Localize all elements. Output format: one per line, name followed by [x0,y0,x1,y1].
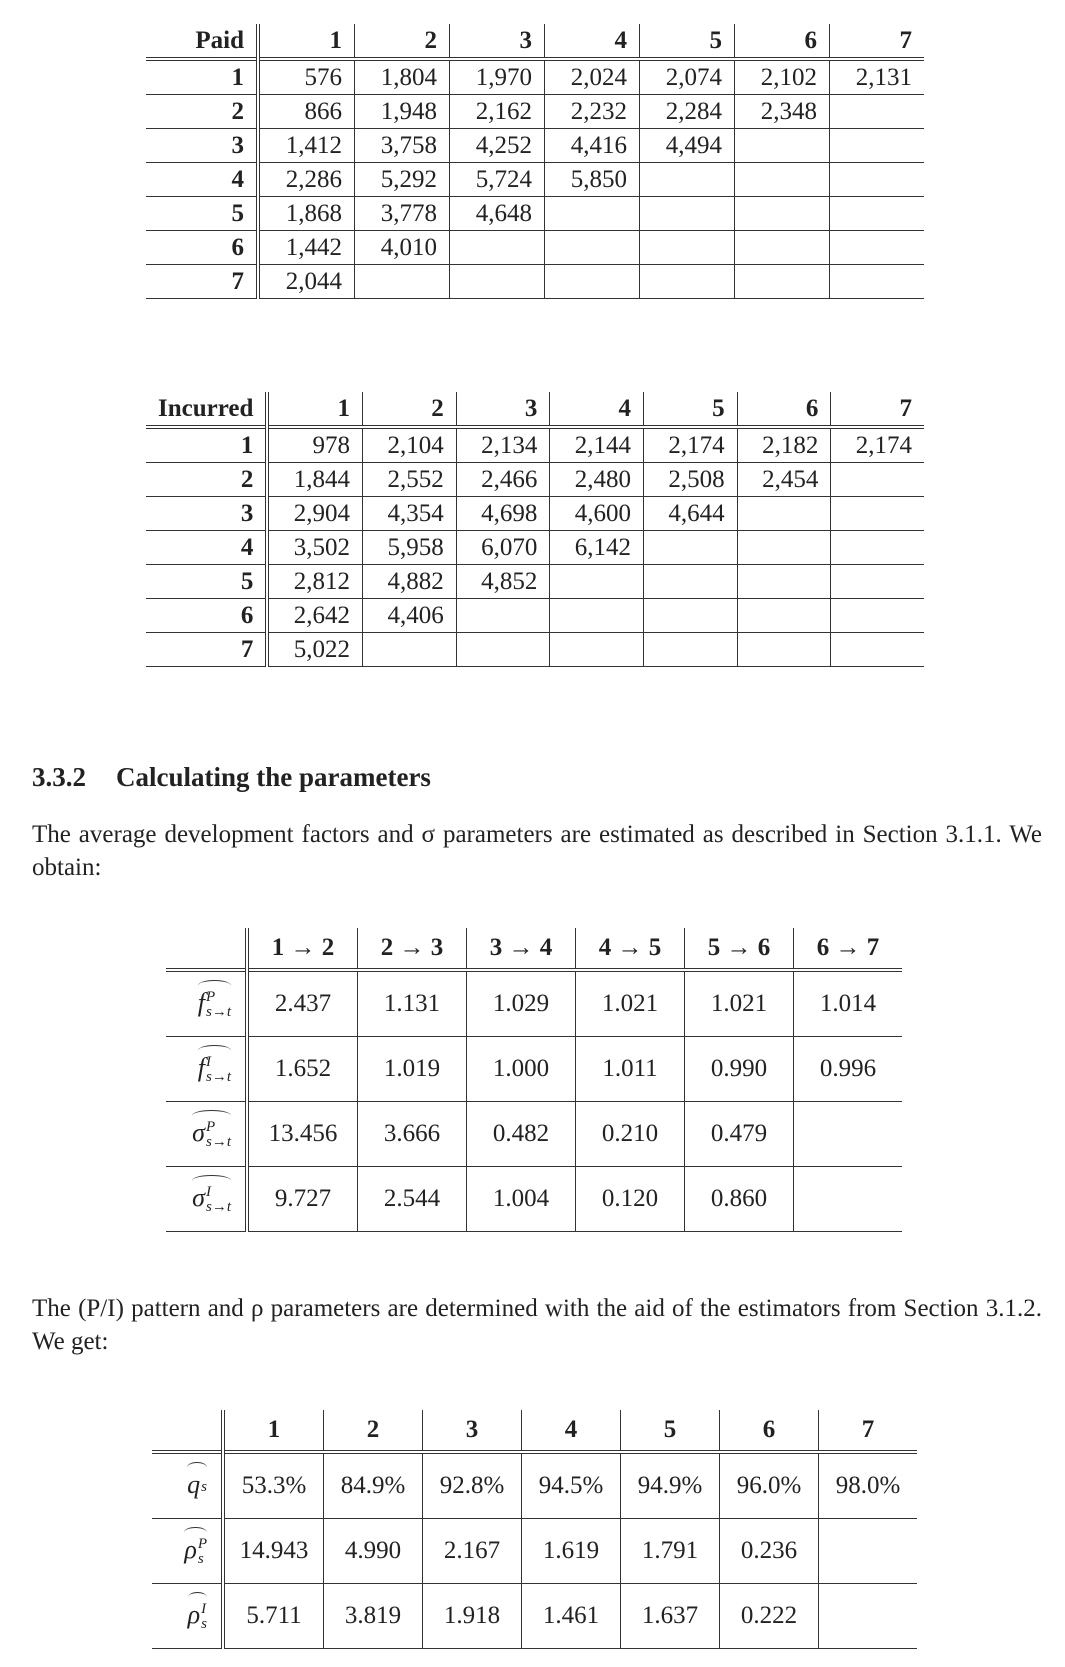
cell [450,265,545,299]
cell: 2,552 [363,463,457,497]
column-header: 3 [423,1410,522,1452]
cell [830,265,925,299]
cell: 1,844 [293,466,351,493]
table-row [152,1584,917,1649]
cell [644,531,738,565]
row-label: 1 [146,59,258,95]
symbol: σ [192,1183,205,1212]
header-row [146,392,924,427]
cell: 2.437 [274,990,332,1017]
row-label: 7 [146,265,258,299]
column-header: 2 [363,392,457,427]
hat-accent [198,1045,231,1056]
header-row [166,928,902,970]
cell [831,565,924,599]
estimator-label [198,990,231,1020]
cell: 2,174 [831,427,924,463]
cell [794,1167,903,1232]
hat-accent [192,1175,231,1186]
row-label: 2 [146,463,267,497]
superscript: P [205,1119,216,1136]
cell: 4,852 [456,565,550,599]
cell: 2,466 [456,463,550,497]
estimator-label [198,1055,231,1085]
row-label: 5 [146,565,267,599]
cell: 978 [312,432,351,459]
cell: 1.011 [576,1037,685,1102]
cell [831,531,924,565]
table-row [146,265,924,299]
cell: 0.236 [720,1519,819,1584]
table-row [146,163,924,197]
cell: 2,162 [450,95,545,129]
cell [456,633,550,667]
cell: 53.3% [241,1472,307,1499]
table-row [146,197,924,231]
cell [830,231,925,265]
cell: 84.9% [324,1452,423,1519]
superscript: I [201,1601,207,1618]
cell: 1.000 [467,1037,576,1102]
cell [644,633,738,667]
cell: 0.120 [576,1167,685,1232]
cell [550,565,644,599]
cell: 0.990 [685,1037,794,1102]
row-symbol [166,1037,247,1102]
corner-cell [166,928,247,970]
row-symbol [166,1102,247,1167]
row-symbol [166,1167,247,1232]
cell: 2,074 [640,59,735,95]
superscript: P [205,989,216,1006]
cell: 6,142 [550,531,644,565]
cell: 2,131 [830,59,925,95]
cell: 1.021 [685,970,794,1037]
column-header: 5 → 6 [685,928,794,970]
cell [735,197,830,231]
cell: 5.711 [246,1602,302,1629]
cell: 1.461 [522,1584,621,1649]
table-row [146,231,924,265]
cell [831,599,924,633]
table-row [146,565,924,599]
column-header: 7 [831,392,924,427]
cell: 1.637 [621,1584,720,1649]
symbol: ρ [184,1535,197,1564]
table-row [166,1167,902,1232]
column-header: 4 [522,1410,621,1452]
cell [355,265,450,299]
column-header: 1 [329,27,342,54]
table-row [152,1519,917,1584]
row-label: 3 [146,497,267,531]
cell [737,633,831,667]
cell: 1,948 [355,95,450,129]
cell: 0.996 [794,1037,903,1102]
cell [735,129,830,163]
cell: 2,348 [735,95,830,129]
table-row [166,1102,902,1167]
cell [830,163,925,197]
superscript: P [197,1536,207,1553]
column-header: 2 → 3 [358,928,467,970]
column-header: 6 [720,1410,819,1452]
cell: 2,104 [363,427,457,463]
row-label: 1 [146,427,267,463]
cell [456,599,550,633]
column-header: 3 → 4 [467,928,576,970]
superscript: I [205,1184,211,1201]
cell: 2,284 [640,95,735,129]
subscript: s→t [205,1134,231,1151]
column-header: 2 [324,1410,423,1452]
cell: 1.918 [423,1584,522,1649]
column-header: 6 [737,392,831,427]
cell [737,497,831,531]
cell: 2.544 [358,1167,467,1232]
cell: 1.014 [794,970,903,1037]
table-row [146,463,924,497]
estimator-label [192,1185,231,1215]
cell [545,197,640,231]
cell: 4,354 [363,497,457,531]
cell: 2,904 [293,500,351,527]
cell [831,463,924,497]
superscript: I [205,1054,211,1071]
cell: 1.021 [576,970,685,1037]
cell [819,1584,918,1649]
header-row [152,1410,917,1452]
cell: 14.943 [239,1537,309,1564]
hat-accent [198,980,231,991]
cell: 4,010 [355,231,450,265]
header-row [146,24,924,59]
cell: 13.456 [268,1120,338,1147]
cell: 1,442 [285,234,342,261]
table-row [146,59,924,95]
paragraph-factors: The average development factors and σ parameters are estimated as described in Section 3.1.1. We obtain: [32,821,1042,881]
column-header: 1 [267,1416,281,1443]
cell [830,129,925,163]
section-number: 3.3.2 [32,762,86,792]
column-header: 6 → 7 [794,928,903,970]
table-row [146,633,924,667]
column-header: 5 [640,24,735,59]
cell: 4,648 [450,197,545,231]
cell [735,265,830,299]
row-label: 4 [146,163,258,197]
cell [550,633,644,667]
cell: 2,480 [550,463,644,497]
section-heading [32,762,431,793]
cell [830,197,925,231]
cell: 1,868 [285,200,342,227]
paid-triangle-table [146,24,924,299]
cell: 2,102 [735,59,830,95]
cell: 2,144 [550,427,644,463]
corner-label: Paid [146,24,258,59]
cell: 0.479 [685,1102,794,1167]
symbol: f [197,1053,205,1082]
table-row [146,497,924,531]
cell [644,565,738,599]
cell [545,231,640,265]
cell: 4,406 [363,599,457,633]
cell: 1.791 [621,1519,720,1584]
cell [735,231,830,265]
cell [363,633,457,667]
cell: 0.860 [685,1167,794,1232]
table-row [146,531,924,565]
symbol: f [197,988,205,1017]
cell [737,531,831,565]
cell: 2,508 [644,463,738,497]
column-header: 3 [450,24,545,59]
cell: 2,134 [456,427,550,463]
column-header: 5 [644,392,738,427]
cell: 4,644 [644,497,738,531]
cell: 3,502 [293,534,351,561]
table-row [146,95,924,129]
cell: 4.990 [324,1519,423,1584]
cell: 2.167 [423,1519,522,1584]
subscript: s [197,1551,204,1568]
cell [640,265,735,299]
subscript: s→t [205,1069,231,1086]
cell: 1.131 [358,970,467,1037]
corner-cell [152,1410,223,1452]
paragraph-pattern: The (P/I) pattern and ρ parameters are determined with the aid of the estimators from Section 3.1.2. We get: [32,1295,1042,1355]
row-label: 2 [146,95,258,129]
column-header: 3 [456,392,550,427]
cell: 94.5% [522,1452,621,1519]
cell: 3,758 [355,129,450,163]
table-row [146,129,924,163]
cell [737,599,831,633]
cell: 6,070 [456,531,550,565]
cell [794,1102,903,1167]
cell [831,497,924,531]
cell [737,565,831,599]
cell: 0.210 [576,1102,685,1167]
cell: 4,600 [550,497,644,531]
table-row [166,1037,902,1102]
cell [640,231,735,265]
table-row [152,1452,917,1519]
column-header: 4 [550,392,644,427]
column-header: 7 [819,1410,918,1452]
subscript: s→t [205,1199,231,1216]
table-row [146,427,924,463]
subscript: s→t [205,1004,231,1021]
estimator-label [188,1602,207,1632]
cell: 94.9% [621,1452,720,1519]
cell: 2,232 [545,95,640,129]
cell: 2,812 [293,568,351,595]
cell [644,599,738,633]
symbol: σ [192,1118,205,1147]
incurred-triangle-table [146,392,924,667]
column-header: 4 [545,24,640,59]
cell: 1,804 [355,59,450,95]
row-label: 4 [146,531,267,565]
row-symbol [152,1519,223,1584]
symbol: q [187,1470,201,1499]
hat-accent [188,1592,207,1603]
cell: 1,970 [450,59,545,95]
cell: 3,778 [355,197,450,231]
hat-accent [192,1110,231,1121]
development-factors-table [166,928,902,1232]
cell: 9.727 [274,1185,332,1212]
cell: 5,292 [355,163,450,197]
hat-accent [187,1462,207,1473]
cell [550,599,644,633]
column-header: 6 [735,24,830,59]
cell: 0.482 [467,1102,576,1167]
cell: 5,850 [545,163,640,197]
cell: 2,182 [737,427,831,463]
cell: 1,412 [285,132,342,159]
column-header: 5 [621,1410,720,1452]
column-header: 7 [830,24,925,59]
cell: 576 [304,64,342,91]
cell: 3.819 [324,1584,423,1649]
cell [640,197,735,231]
column-header: 1 [337,395,351,422]
subscript: s [201,1478,207,1495]
symbol: ρ [187,1600,201,1629]
cell: 866 [304,98,342,125]
cell: 2,044 [285,268,342,295]
column-header: 2 [355,24,450,59]
cell: 4,494 [640,129,735,163]
cell: 4,252 [450,129,545,163]
cell: 92.8% [423,1452,522,1519]
row-label: 6 [146,599,267,633]
cell: 2,174 [644,427,738,463]
estimator-label [184,1537,207,1567]
cell [831,633,924,667]
cell [830,95,925,129]
row-label: 6 [146,231,258,265]
cell: 1.004 [467,1167,576,1232]
subscript: s [201,1616,207,1633]
cell: 5,958 [363,531,457,565]
cell: 1.019 [358,1037,467,1102]
cell: 2,454 [737,463,831,497]
cell: 2,286 [285,166,342,193]
section-title: Calculating the parameters [116,762,431,792]
cell [735,163,830,197]
cell: 96.0% [720,1452,819,1519]
row-symbol [152,1452,223,1519]
column-header: 1 → 2 [271,934,335,961]
row-label: 3 [146,129,258,163]
corner-label: Incurred [146,392,267,427]
cell: 2,642 [293,602,351,629]
row-symbol [166,970,247,1037]
cell: 1.652 [274,1055,332,1082]
cell [640,163,735,197]
column-header: 4 → 5 [576,928,685,970]
estimator-label [187,1472,207,1498]
row-label: 7 [146,633,267,667]
estimator-label [192,1120,231,1150]
cell [819,1519,918,1584]
cell: 98.0% [819,1452,918,1519]
pattern-rho-table [152,1410,917,1649]
cell: 1.619 [522,1519,621,1584]
cell: 2,024 [545,59,640,95]
cell: 3.666 [358,1102,467,1167]
row-symbol [152,1584,223,1649]
cell: 5,022 [293,636,351,663]
cell: 4,698 [456,497,550,531]
cell: 4,416 [545,129,640,163]
cell: 0.222 [720,1584,819,1649]
table-row [166,970,902,1037]
cell [450,231,545,265]
row-label: 5 [146,197,258,231]
cell: 1.029 [467,970,576,1037]
hat-accent [184,1527,207,1538]
cell: 5,724 [450,163,545,197]
table-row [146,599,924,633]
cell: 4,882 [363,565,457,599]
cell [545,265,640,299]
